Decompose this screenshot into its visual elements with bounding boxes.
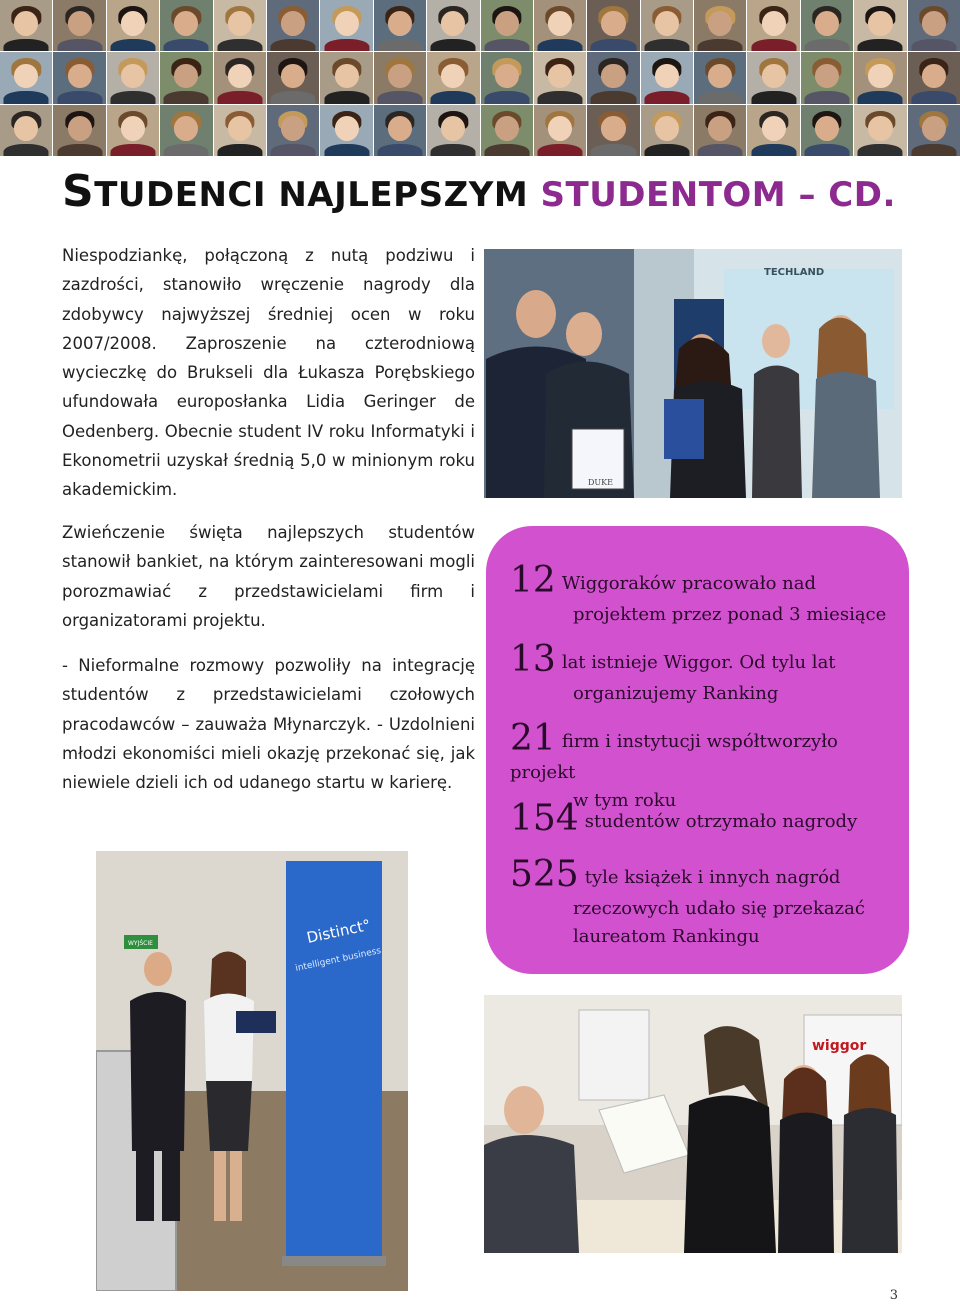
stat-item (510, 854, 890, 951)
stat-text-cont: rzeczowych udało się przekazać (573, 898, 865, 919)
stats-box (486, 526, 909, 974)
portrait-thumbnail (160, 0, 212, 51)
portrait-thumbnail (908, 105, 960, 156)
portrait-thumbnail (214, 0, 266, 51)
stat-text: lat istnieje Wiggor. Od tylu lat (561, 652, 836, 673)
portrait-thumbnail (908, 0, 960, 51)
stat-item (510, 560, 890, 629)
portrait-thumbnail (374, 0, 426, 51)
portrait-thumbnail (694, 105, 746, 156)
portrait-thumbnail (587, 105, 639, 156)
portrait-thumbnail (267, 52, 319, 103)
paragraph-banquet: Zwieńczenie święta najlepszych studentów stanowił bankiet, na którym zainteresowani mogli porozmawiać z przedstawicielami firm i organizatorami projektu. (62, 523, 475, 630)
title-part-purple: STUDENTOM – CD. (540, 175, 896, 215)
portrait-thumbnail (427, 52, 479, 103)
portrait-thumbnail (587, 52, 639, 103)
exit-sign-text: WYJŚCIE (128, 940, 153, 947)
portrait-thumbnail (53, 0, 105, 51)
photo-award-ceremony (484, 249, 902, 498)
stat-text: Wiggoraków pracowało nad (561, 573, 817, 594)
portrait-thumbnail (320, 105, 372, 156)
portrait-thumbnail (908, 52, 960, 103)
distinct-banner-title: Distinct° (305, 915, 373, 947)
stat-text: studentów otrzymało nagrody (584, 811, 858, 832)
portrait-thumbnail (427, 0, 479, 51)
portrait-thumbnail (694, 52, 746, 103)
portrait-thumbnail (694, 0, 746, 51)
portrait-thumbnail (0, 105, 52, 156)
portrait-thumbnail (801, 105, 853, 156)
duke-bag-text: DUKE (588, 478, 613, 487)
portrait-thumbnail (267, 0, 319, 51)
portrait-thumbnail (374, 105, 426, 156)
portrait-thumbnail (214, 105, 266, 156)
photo-presenters-art (96, 851, 408, 1291)
stat-number: 13 (510, 639, 556, 680)
portrait-thumbnail (374, 52, 426, 103)
title-initial: S (62, 166, 95, 217)
portrait-thumbnail (160, 52, 212, 103)
paragraph-quote: - Nieformalne rozmowy pozwoliły na integrację studentów z przedstawicielami czołowych pracodawców – zauważa Młynarczyk. - Uzdolnieni młodzi ekonomiści mieli okazję przekonać się, jak niewiele dzieli ich od udanego startu w karierę. (62, 656, 475, 793)
portrait-thumbnail (107, 105, 159, 156)
portrait-thumbnail (107, 0, 159, 51)
paragraph-award: Niespodziankę, połączoną z nutą podziwu i zazdrości, stanowiło wręczenie nagrody dla zdobywcy najwyższej średniej ocen w roku 2007/2008. Zaproszenie na czterodniową wycieczkę do Brukseli dla Łukasza Porębskiego ufundowała europosłanka Lidia Geringer de Oedenberg. Obecnie student IV roku Informatyki i Ekonometrii uzyskał średnią 5,0 w minionym roku akademickim. (62, 246, 475, 500)
portrait-thumbnail (481, 105, 533, 156)
photo-presenters (96, 851, 408, 1291)
portrait-thumbnail (641, 105, 693, 156)
portrait-thumbnail (641, 52, 693, 103)
portrait-thumbnail (427, 105, 479, 156)
portrait-thumbnail (267, 105, 319, 156)
stat-text: firm i instytucji współtworzyło projekt (510, 731, 838, 783)
stat-number: 525 (510, 854, 579, 895)
stat-item (510, 798, 890, 839)
portrait-thumbnail (641, 0, 693, 51)
stat-number: 21 (510, 718, 556, 759)
techland-banner-text: TECHLAND (764, 267, 825, 278)
portrait-strip (0, 0, 960, 156)
photo-diploma-art (484, 995, 902, 1253)
stat-text-cont: w tym roku (573, 790, 677, 811)
portrait-thumbnail (481, 0, 533, 51)
portrait-thumbnail (534, 105, 586, 156)
portrait-thumbnail (534, 0, 586, 51)
stat-text-cont: organizujemy Ranking (573, 683, 779, 704)
portrait-thumbnail (0, 52, 52, 103)
portrait-thumbnail (320, 0, 372, 51)
stat-item (510, 639, 890, 708)
portrait-thumbnail (801, 52, 853, 103)
portrait-thumbnail (53, 52, 105, 103)
photo-diploma (484, 995, 902, 1253)
wiggor-banner-text: wiggor (812, 1038, 867, 1054)
portrait-thumbnail (854, 0, 906, 51)
portrait-thumbnail (747, 105, 799, 156)
portrait-thumbnail (214, 52, 266, 103)
page-title (62, 166, 896, 217)
portrait-thumbnail (854, 52, 906, 103)
stat-number: 12 (510, 560, 556, 601)
portrait-thumbnail (0, 0, 52, 51)
stat-text-cont: projektem przez ponad 3 miesiące (573, 604, 887, 625)
portrait-thumbnail (534, 52, 586, 103)
portrait-thumbnail (160, 105, 212, 156)
portrait-thumbnail (320, 52, 372, 103)
stat-text: tyle książek i innych nagród (584, 867, 841, 888)
photo-award-ceremony-art (484, 249, 902, 498)
portrait-thumbnail (53, 105, 105, 156)
portrait-thumbnail (747, 0, 799, 51)
page-number: 3 (889, 1288, 898, 1303)
portrait-thumbnail (747, 52, 799, 103)
distinct-banner-sub: intelligent business (294, 945, 383, 974)
portrait-thumbnail (107, 52, 159, 103)
portrait-thumbnail (481, 52, 533, 103)
portrait-thumbnail (854, 105, 906, 156)
stat-number: 154 (510, 798, 579, 839)
portrait-thumbnail (587, 0, 639, 51)
portrait-thumbnail (801, 0, 853, 51)
title-part-dark: TUDENCI NAJLEPSZYM (94, 175, 529, 215)
stat-text-cont: laureatom Rankingu (573, 926, 760, 947)
